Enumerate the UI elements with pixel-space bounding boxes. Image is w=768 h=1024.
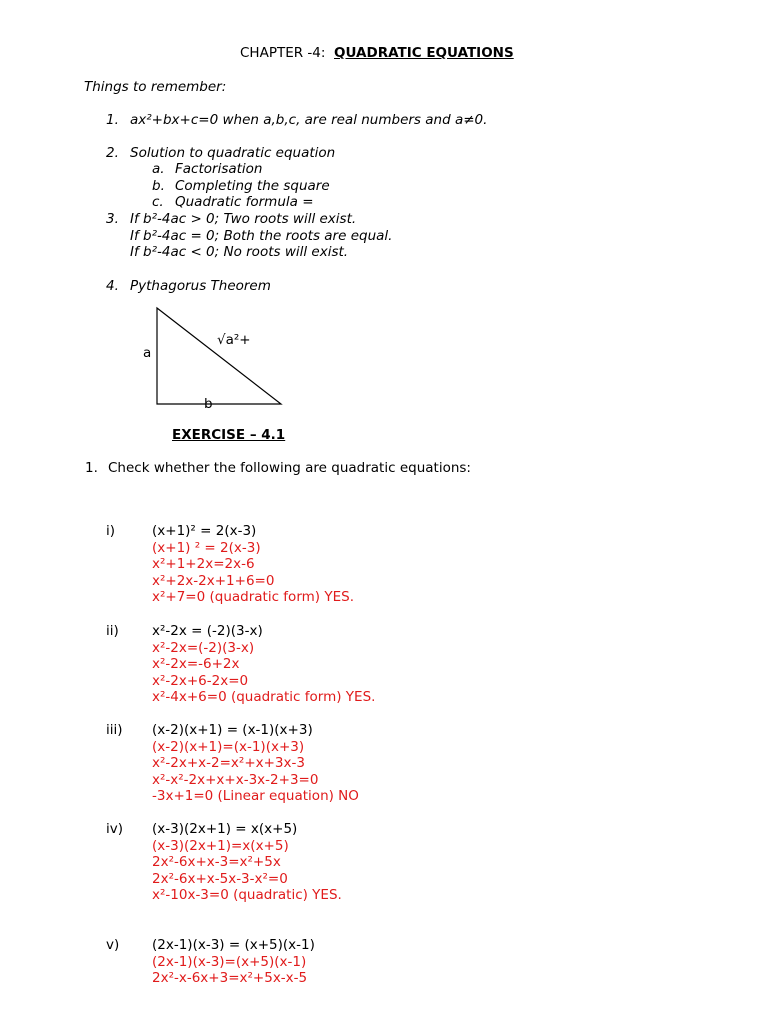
solution-method-letter: b. xyxy=(152,178,165,194)
remember-item-2-text: Solution to quadratic equation xyxy=(130,145,336,161)
part-v-working xyxy=(152,937,315,987)
part-iv-working xyxy=(152,821,342,904)
solution-step: x²-2x=(-2)(3-x) xyxy=(152,639,255,656)
solution-step: (x-2)(x+1)=(x-1)(x+3) xyxy=(152,738,305,755)
solution-step: (x-3)(2x+1)=x(x+5) xyxy=(152,837,289,854)
part-label: v) xyxy=(106,937,120,953)
exercise-title: EXERCISE – 4.1 xyxy=(172,427,286,443)
solution-step: x²+1+2x=2x-6 xyxy=(152,556,255,572)
discriminant-rules xyxy=(130,211,392,261)
remember-heading: Things to remember: xyxy=(84,79,227,95)
chapter-number: CHAPTER -4: xyxy=(240,45,326,61)
question-number: 1. xyxy=(85,460,98,476)
solution-step: x²-4x+6=0 (quadratic form) YES. xyxy=(152,689,376,705)
remember-item-3-number: 3. xyxy=(106,211,119,227)
chapter-title: QUADRATIC EQUATIONS xyxy=(334,45,514,61)
right-triangle-shape xyxy=(157,308,281,404)
solution-method: Factorisation xyxy=(175,161,263,177)
part-label: iv) xyxy=(106,821,124,837)
part-label: ii) xyxy=(106,623,119,639)
solution-step: x²+7=0 (quadratic form) YES. xyxy=(152,589,354,605)
solution-step: x²-x²-2x+x+x-3x-2+3=0 xyxy=(152,771,319,788)
part-label: iii) xyxy=(106,722,123,738)
discriminant-rule: If b²-4ac = 0; Both the roots are equal. xyxy=(130,227,393,244)
part-question: (x-3)(2x+1) = x(x+5) xyxy=(152,821,298,837)
solution-step: x²-2x+6-2x=0 xyxy=(152,672,249,689)
triangle-side-a-label: a xyxy=(143,345,152,361)
solution-step: x²-2x=-6+2x xyxy=(152,656,240,672)
solution-step: (2x-1)(x-3)=(x+5)(x-1) xyxy=(152,953,307,970)
remember-item-1-number: 1. xyxy=(106,112,119,128)
part-question: x²-2x = (-2)(3-x) xyxy=(152,623,263,639)
remember-item-2-number: 2. xyxy=(106,145,119,161)
solution-step: (x+1) ² = 2(x-3) xyxy=(152,539,261,556)
part-label: i) xyxy=(106,523,116,539)
solution-step: x²-10x-3=0 (quadratic) YES. xyxy=(152,887,342,903)
part-question: (x-2)(x+1) = (x-1)(x+3) xyxy=(152,722,313,738)
solution-step: 2x²-6x+x-5x-3-x²=0 xyxy=(152,870,288,887)
solution-method: Quadratic formula = xyxy=(175,194,314,210)
part-i-working xyxy=(152,523,354,606)
part-iii-working xyxy=(152,722,359,805)
solution-step: x²-2x+x-2=x²+x+3x-3 xyxy=(152,755,305,771)
solution-step: 2x²-6x+x-3=x²+5x xyxy=(152,854,281,870)
discriminant-rule: If b²-4ac < 0; No roots will exist. xyxy=(130,244,349,260)
solution-method-letter: a. xyxy=(152,161,165,177)
triangle-side-b-label: b xyxy=(204,396,213,412)
solution-step: -3x+1=0 (Linear equation) NO xyxy=(152,788,359,804)
part-ii-working xyxy=(152,623,375,706)
part-question: (2x-1)(x-3) = (x+5)(x-1) xyxy=(152,937,315,953)
solution-step: 2x²-x-6x+3=x²+5x-x-5 xyxy=(152,970,308,986)
solution-method: Completing the square xyxy=(175,178,330,194)
remember-item-4-number: 4. xyxy=(106,278,119,294)
remember-item-1-text: ax²+bx+c=0 when a,b,c, are real numbers and a≠0. xyxy=(130,112,488,128)
solution-method-letter: c. xyxy=(152,194,164,210)
question-text: Check whether the following are quadratic equations: xyxy=(108,460,471,476)
remember-item-4-text: Pythagorus Theorem xyxy=(130,278,271,294)
discriminant-rule: If b²-4ac > 0; Two roots will exist. xyxy=(130,211,357,227)
part-question: (x+1)² = 2(x-3) xyxy=(152,523,257,539)
triangle-hypotenuse-label: √a²+ xyxy=(217,332,251,348)
solution-step: x²+2x-2x+1+6=0 xyxy=(152,572,275,589)
chapter-heading xyxy=(240,45,514,62)
